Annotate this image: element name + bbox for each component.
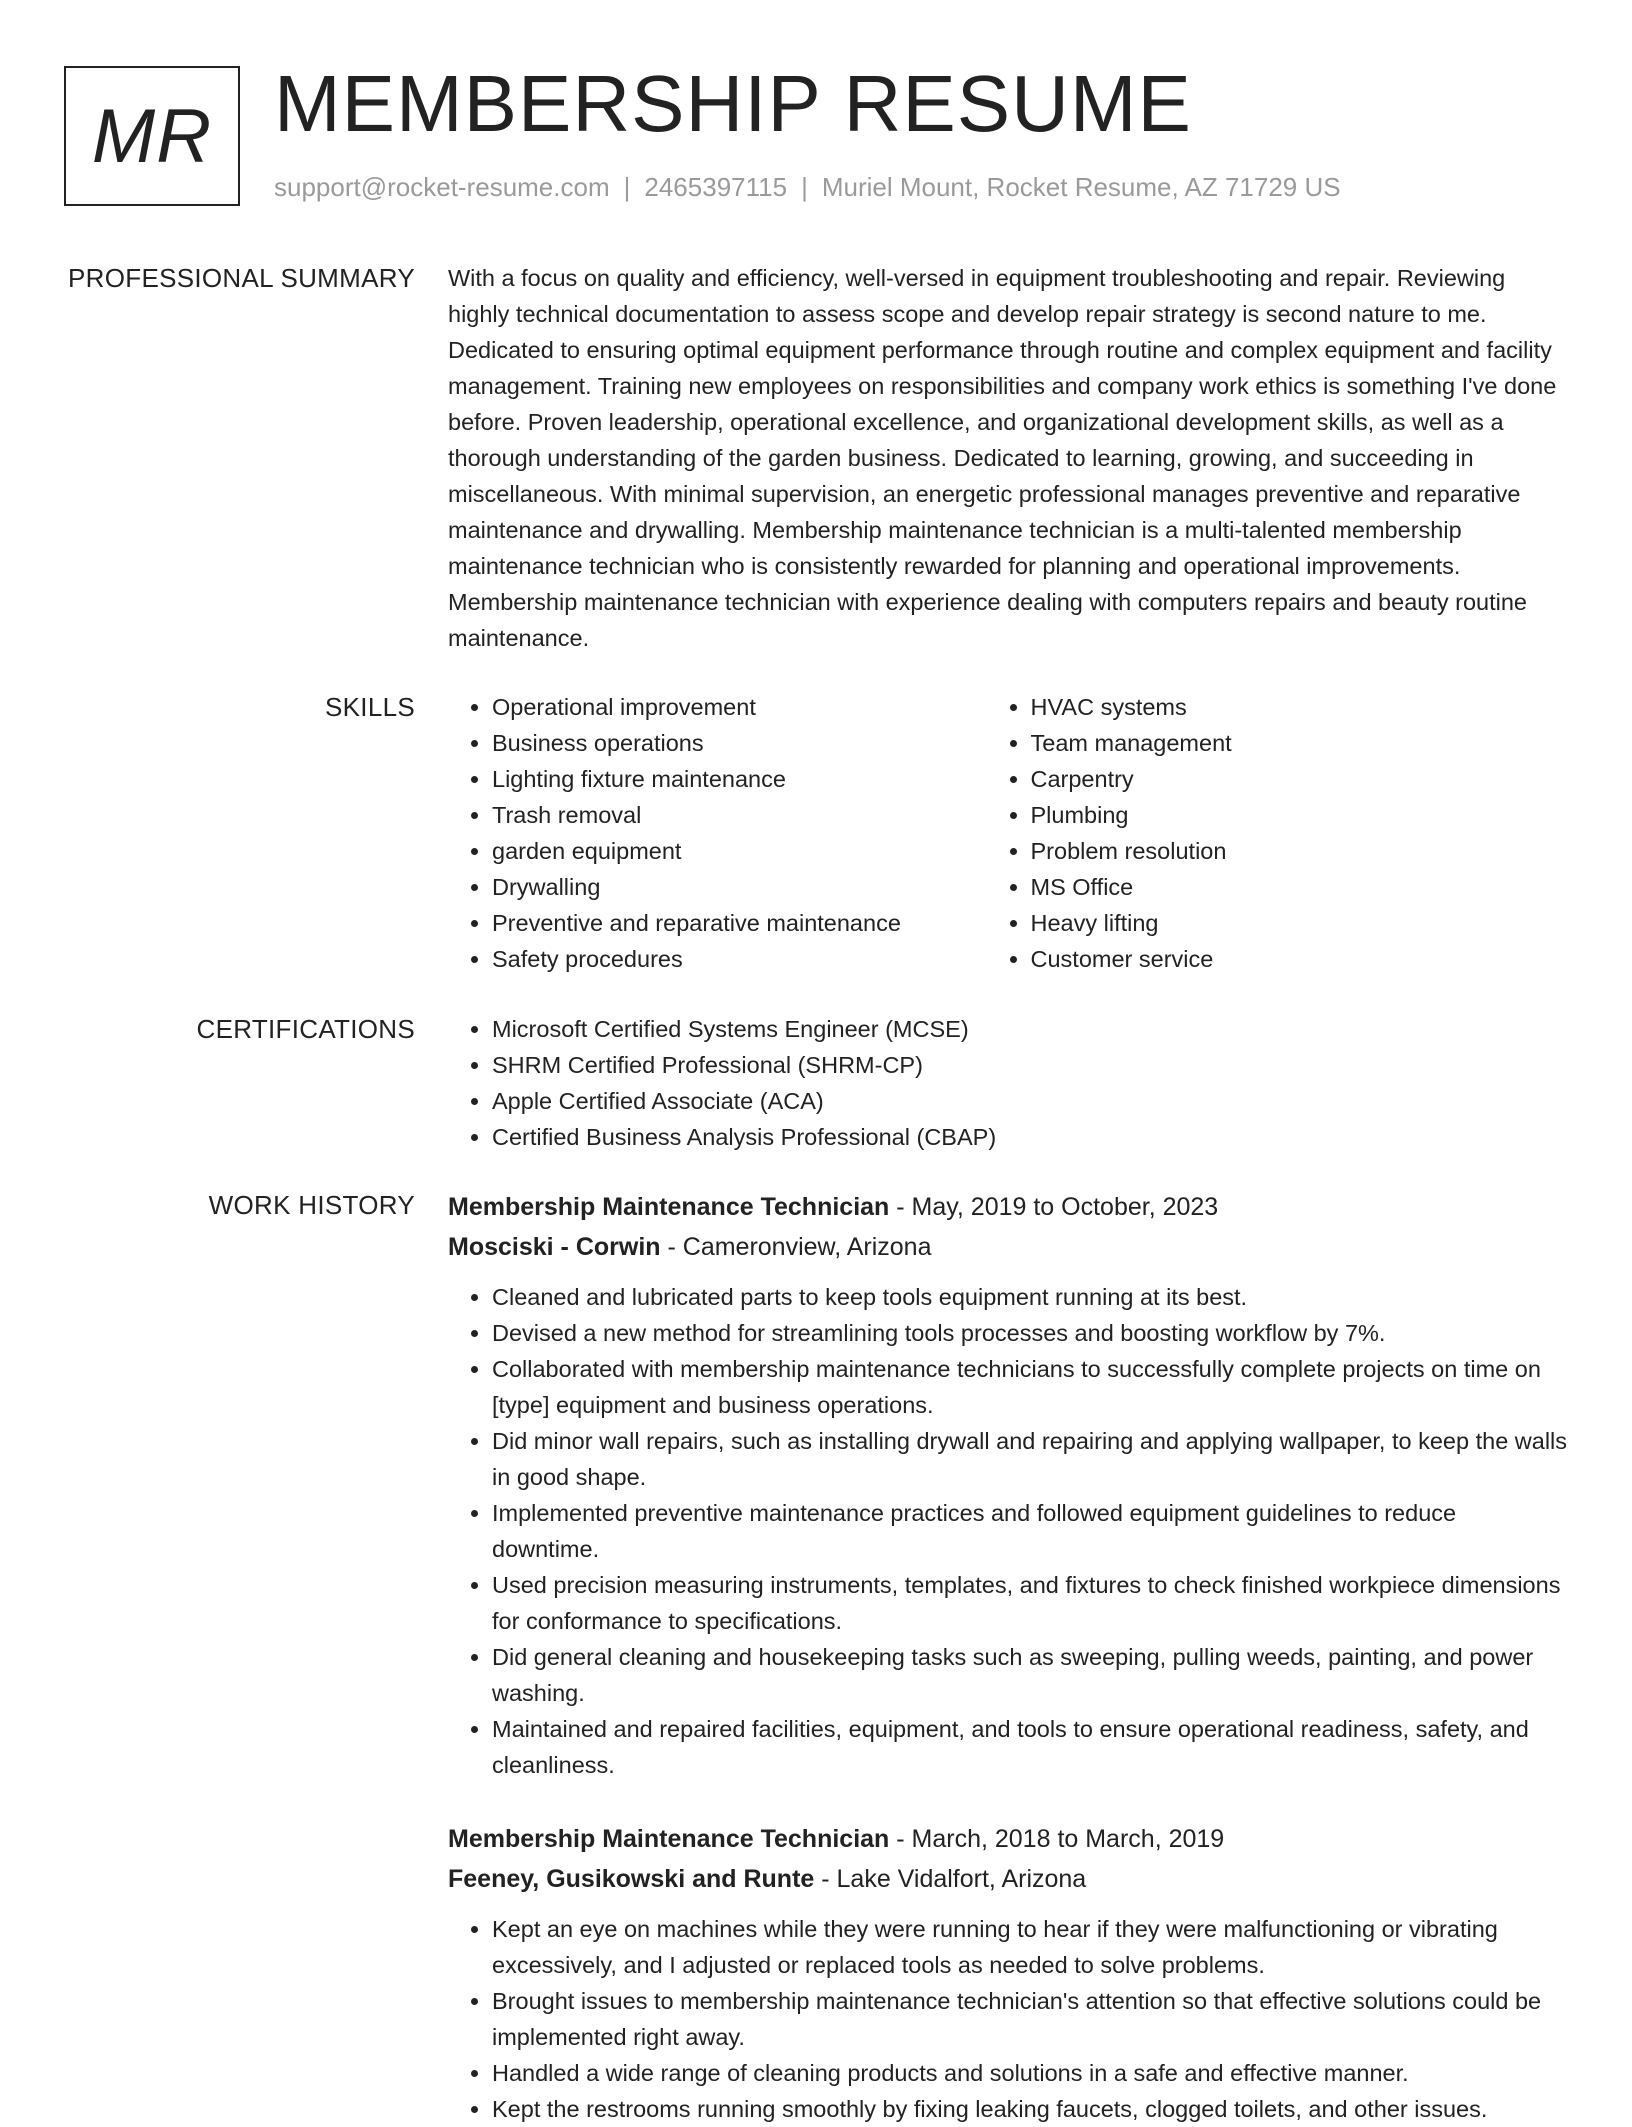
job-title-line <box>448 1819 1568 1859</box>
contact-address: Muriel Mount, Rocket Resume, AZ 71729 US <box>821 172 1341 202</box>
job-duty: • Did minor wall repairs, such as installing drywall and repairing and applying wallpaper, to keep the walls in good shape. <box>492 1423 1568 1495</box>
skill-item: • Plumbing <box>1031 797 1569 833</box>
skill-item: • Drywalling <box>492 869 987 905</box>
contact-email: support@rocket-resume.com <box>274 172 610 202</box>
job-duty: • Cleaned and lubricated parts to keep tools equipment running at its best. <box>492 1279 1568 1315</box>
skill-item: • HVAC systems <box>1031 689 1569 725</box>
skill-item: • Carpentry <box>1031 761 1569 797</box>
skill-item: • MS Office <box>1031 869 1569 905</box>
job-duty: • Used precision measuring instruments, templates, and fixtures to check finished workpiece dimensions for conformance to specifications. <box>492 1567 1568 1639</box>
contact-separator: | <box>801 172 808 202</box>
skill-item: • Trash removal <box>492 797 987 833</box>
skill-item: • Preventive and reparative maintenance <box>492 905 987 941</box>
skill-item: • Team management <box>1031 725 1569 761</box>
job-duty: • Kept an eye on machines while they were running to hear if they were malfunctioning or vibrating excessively, and I adjusted or replaced tools as needed to solve problems. <box>492 1911 1568 1983</box>
job-duty: • Did general cleaning and housekeeping tasks such as sweeping, pulling weeds, painting, and power washing. <box>492 1639 1568 1711</box>
job-duty: • Kept the restrooms running smoothly by fixing leaking faucets, clogged toilets, and other issues. <box>492 2091 1568 2127</box>
job-duty: • Implemented preventive maintenance practices and followed equipment guidelines to reduce downtime. <box>492 1495 1568 1567</box>
skill-item: • Operational improvement <box>492 689 987 725</box>
job-duty: • Devised a new method for streamlining tools processes and boosting workflow by 7%. <box>492 1315 1568 1351</box>
job-dates: - March, 2018 to March, 2019 <box>889 1825 1225 1853</box>
monogram-initials: MR <box>91 93 213 179</box>
contact-separator: | <box>623 172 631 202</box>
job-title: Membership Maintenance Technician <box>448 1193 890 1221</box>
job-title-line <box>448 1187 1568 1227</box>
certifications-list <box>448 1011 1568 1155</box>
job-location: - Lake Vidalfort, Arizona <box>814 1865 1087 1893</box>
certification-item: • Apple Certified Associate (ACA) <box>492 1083 1568 1119</box>
job-duty: • Maintained and repaired facilities, equipment, and tools to ensure operational readiness, safety, and cleanliness. <box>492 1711 1568 1783</box>
monogram <box>64 66 240 206</box>
job-dates: - May, 2019 to October, 2023 <box>889 1193 1219 1221</box>
summary-text: With a focus on quality and efficiency, well-versed in equipment troubleshooting and repair. Reviewing highly technical documentation to assess scope and develop repair strategy is second nature to me. Dedicated to ensuring optimal equipment performance through routine and complex equipment and facility management. Training new employees on responsibilities and company work ethics is something I've done before. Proven leadership, operational excellence, and organizational development skills, as well as a thorough understanding of the garden business. Dedicated to learning, growing, and succeeding in miscellaneous. With minimal supervision, an energetic professional manages preventive and reparative maintenance and drywalling. Membership maintenance technician is a multi-talented membership maintenance technician who is consistently rewarded for planning and operational improvements. Membership maintenance technician with experience dealing with computers repairs and beauty routine maintenance. <box>448 265 1557 651</box>
skill-item: • Problem resolution <box>1031 833 1569 869</box>
job-entry <box>448 1819 1568 2127</box>
job-employer: Feeney, Gusikowski and Runte <box>448 1865 815 1893</box>
job-duty: • Brought issues to membership maintenance technician's attention so that effective solutions could be implemented right away. <box>492 1983 1568 2055</box>
skill-item: • Heavy lifting <box>1031 905 1569 941</box>
certifications-heading: CERTIFICATIONS <box>196 1014 415 1044</box>
contact-line <box>274 172 1341 203</box>
job-duty: • Collaborated with membership maintenance technicians to successfully complete projects on time on [type] equipment and business operations. <box>492 1351 1568 1423</box>
certification-item: • SHRM Certified Professional (SHRM-CP) <box>492 1047 1568 1083</box>
job-employer: Mosciski - Corwin <box>448 1233 661 1261</box>
certification-item: • Certified Business Analysis Professional (CBAP) <box>492 1119 1568 1155</box>
job-location: - Cameronview, Arizona <box>660 1233 932 1261</box>
skills-list-left <box>448 689 987 977</box>
job-duty: • Handled a wide range of cleaning products and solutions in a safe and effective manner. <box>492 2055 1568 2091</box>
skills-list-right <box>987 689 1569 977</box>
work-history-heading: WORK HISTORY <box>208 1190 415 1220</box>
job-employer-line <box>448 1227 1568 1267</box>
job-entry <box>448 1187 1568 1783</box>
skill-item: • Customer service <box>1031 941 1569 977</box>
skill-item: • garden equipment <box>492 833 987 869</box>
job-title: Membership Maintenance Technician <box>448 1825 890 1853</box>
certification-item: • Microsoft Certified Systems Engineer (MCSE) <box>492 1011 1568 1047</box>
skill-item: • Lighting fixture maintenance <box>492 761 987 797</box>
job-duties-list <box>448 1911 1568 2127</box>
job-duties-list <box>448 1279 1568 1783</box>
resume-name: MEMBERSHIP RESUME <box>274 59 1192 148</box>
skill-item: • Business operations <box>492 725 987 761</box>
skill-item: • Safety procedures <box>492 941 987 977</box>
job-employer-line <box>448 1859 1568 1899</box>
summary-heading: PROFESSIONAL SUMMARY <box>68 263 415 293</box>
contact-phone: 2465397115 <box>644 172 788 202</box>
skills-heading: SKILLS <box>325 692 415 722</box>
